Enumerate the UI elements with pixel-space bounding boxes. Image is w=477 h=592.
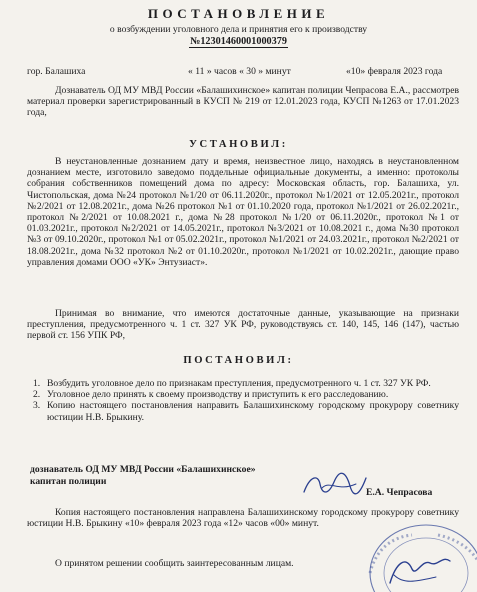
case-number-value: №12301460001000379 [190, 36, 287, 47]
resolution-item [27, 389, 459, 400]
resolution-item-text: Копию настоящего постановления направить Балашихинскому городскому прокурору советнику юстиции Н.В. Брыкину. [47, 400, 459, 423]
closing-paragraph: О принятом решении сообщить заинтересованным лицам. [55, 558, 294, 569]
established-paragraph-1: В неустановленные дознанием дату и время, неизвестное лицо, находясь в неустановленном дознанием месте, изготовило заведомо поддельные официальные документы, а именно: протоколы собрания собственников помещений дома по адресу: Московская область, гор. Балашиха, ул. Чистопольская, дома №24 протокол №1/20 от 06.11.2020г., протокол №1/2021 от 12.05.2021г., протокол №2/2021 от 12.08.2021г., дома №26 протокол №1 от 01.10.2020 года, протокол №1/2021 от 26.02.2021г., протокол №2/2021 от 10.08.2021 г., дома №28 протокол №1/20 от 06.11.2020г., протокол №1 от 01.03.2021г., протокол №2/2021 от 14.05.2021г., протокол №3/2021 от 10.08.2021 г., дома №30 протокол №3 от 09.10.2020г., протокол №1 от 05.02.2021г., протокол №1/2021 от 24.03.2021г., протокол №2/2021 от 18.08.2021г., дома №32 протокол №2 от 01.10.2020г., протокол №1/2021 от 10.02.2021г., дающие право управления домами ООО «УК» Энтузиаст». [27, 156, 459, 268]
official-stamp [352, 515, 477, 592]
place-city: гор. Балашиха [27, 66, 86, 77]
document-subtitle: о возбуждении уголовного дела и принятия его к производству [109, 24, 368, 35]
resolution-item-number: 2. [33, 389, 41, 401]
case-number [0, 36, 477, 47]
signatory-line-1: дознаватель ОД МУ МВД России «Балашихинское» [30, 464, 256, 475]
resolution-item-text: Уголовное дело принять к своему производству и приступить к его расследованию. [47, 389, 389, 401]
handwritten-signature [300, 470, 370, 500]
established-paragraph-2: Принимая во внимание, что имеются достаточные данные, указывающие на признаки преступления, предусмотренного ч. 1 ст. 327 УК РФ, руководствуясь ст. 140, 145, 146 (147), частью первой ст. 156 УПК РФ, [27, 308, 459, 342]
resolution-item-text: Возбудить уголовное дело по признакам преступления, предусмотренного ч. 1 ст. 327 УК РФ. [47, 378, 431, 389]
resolution-item-number: 1. [33, 378, 41, 389]
resolved-heading: ПОСТАНОВИЛ: [183, 355, 294, 366]
intro-paragraph: Дознаватель ОД МУ МВД России «Балашихинское» капитан полиции Чепрасова Е.А., рассмотрев материал проверки зарегистрированный в КУСП № 219 от 12.01.2023 года, КУСП №1263 от 17.01.2023 года, [27, 85, 459, 119]
signatory-line-2: капитан полиции [30, 476, 107, 487]
signatory-name: Е.А. Чепрасова [366, 487, 433, 498]
resolution-item [27, 378, 459, 389]
signatory-position [30, 464, 256, 488]
resolution-list [27, 378, 459, 423]
place-time: « 11 » часов « 30 » минут [188, 66, 291, 77]
document-title: ПОСТАНОВЛЕНИЕ [147, 6, 330, 21]
established-heading: УСТАНОВИЛ: [189, 139, 288, 150]
resolution-item [27, 400, 459, 422]
resolution-item-number: 3. [33, 400, 41, 412]
copy-note: Копия настоящего постановления направлена Балашихинскому городскому прокурору советнику юстиции Н.В. Брыкину «10» февраля 2023 года «12» часов «00» минут. [27, 507, 459, 530]
place-date: «10» февраля 2023 года [346, 66, 443, 77]
